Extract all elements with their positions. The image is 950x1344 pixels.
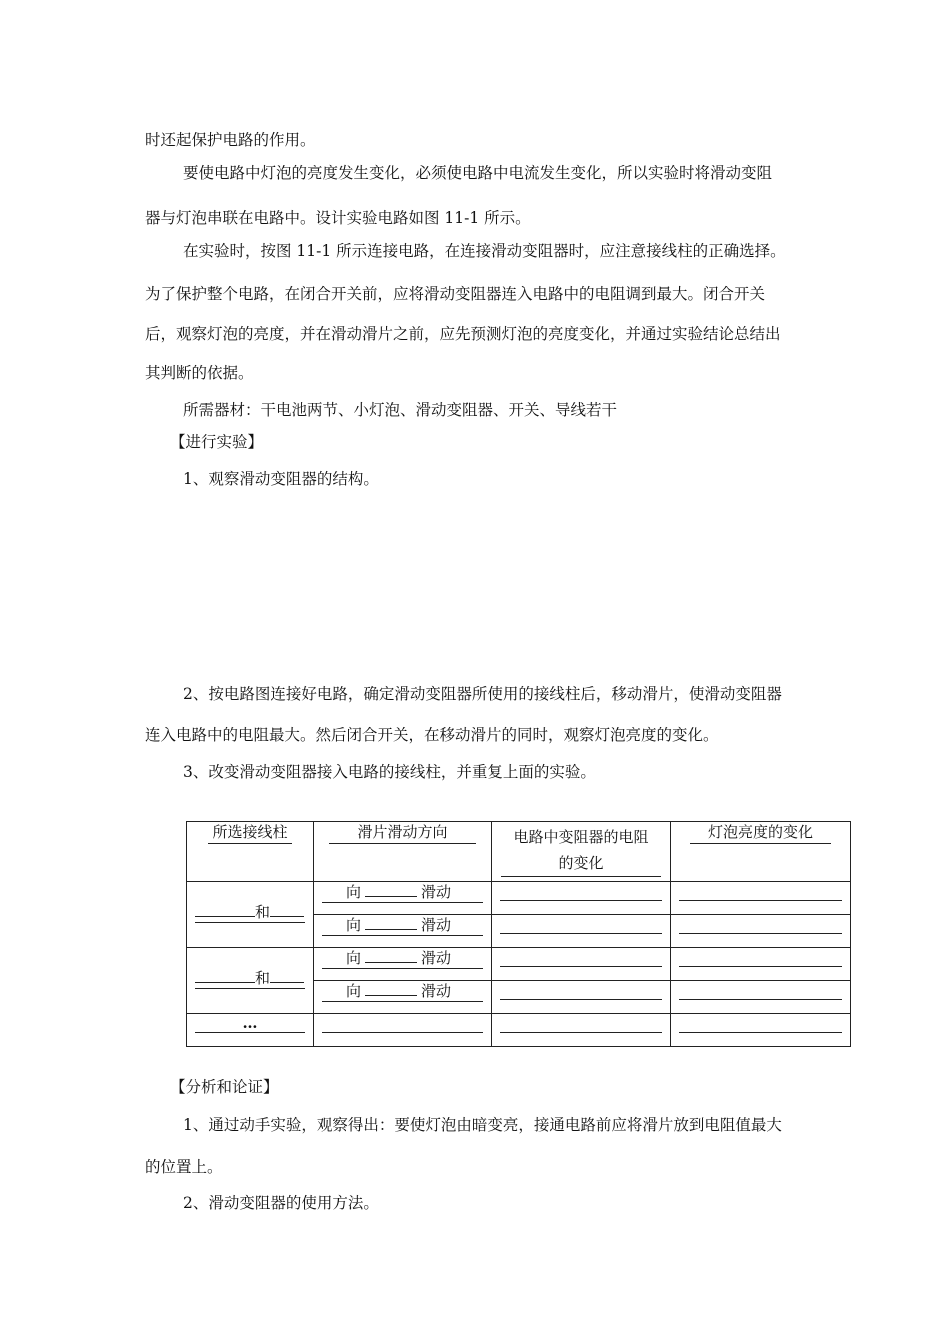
brightness-change-cell bbox=[671, 948, 851, 981]
paragraph-line: 其判断的依据。 bbox=[145, 364, 254, 382]
step-3: 3、改变滑动变阻器接入电路的接线柱，并重复上面的实验。 bbox=[183, 763, 596, 781]
paragraph-line: 要使电路中灯泡的亮度发生变化，必须使电路中电流发生变化，所以实验时将滑动变阻 bbox=[183, 164, 773, 182]
step-1: 1、观察滑动变阻器的结构。 bbox=[183, 470, 379, 488]
terminal-pair-blank bbox=[195, 968, 305, 989]
header-cell-direction bbox=[314, 822, 492, 882]
table-row bbox=[187, 1014, 851, 1047]
header-cell-brightness bbox=[671, 822, 851, 882]
paragraph-line: 后，观察灯泡的亮度，并在滑动滑片之前，应先预测灯泡的亮度变化，并通过实验结论总结出 bbox=[145, 325, 781, 343]
header-cell-resistance bbox=[492, 822, 671, 882]
resistance-change-cell bbox=[492, 882, 671, 915]
equipment-line: 所需器材：干电池两节、小灯泡、滑动变阻器、开关、导线若干 bbox=[183, 401, 618, 419]
paragraph-line: 器与灯泡串联在电路中。设计实验电路如图 11-1 所示。 bbox=[145, 209, 531, 227]
and-word: 和 bbox=[255, 903, 271, 921]
brightness-change-cell bbox=[671, 882, 851, 915]
analysis-1-line-2: 的位置上。 bbox=[145, 1158, 223, 1176]
resistance-change-cell bbox=[492, 915, 671, 948]
direction-blank: 向 滑动 bbox=[322, 915, 483, 936]
step-2-line-2: 连入电路中的电阻最大。然后闭合开关，在移动滑片的同时，观察灯泡亮度的变化。 bbox=[145, 726, 719, 744]
direction-blank: 向 滑动 bbox=[322, 882, 483, 903]
header-cell-terminals bbox=[187, 822, 314, 882]
direction-cell bbox=[314, 1014, 492, 1047]
step-2-line-1: 2、按电路图连接好电路，确定滑动变阻器所使用的接线柱后，移动滑片，使滑动变阻器 bbox=[183, 685, 782, 703]
table-header-row bbox=[187, 822, 851, 882]
ellipsis-cell bbox=[187, 1014, 314, 1047]
header-label-wrap bbox=[501, 824, 661, 877]
resistance-change-cell bbox=[492, 948, 671, 981]
terminal-pair-blank bbox=[195, 902, 305, 923]
brightness-change-cell bbox=[671, 915, 851, 948]
header-label-line1: 电路中变阻器的电阻 bbox=[513, 828, 649, 846]
brightness-change-cell bbox=[671, 1014, 851, 1047]
paragraph-line: 在实验时，按图 11-1 所示连接电路，在连接滑动变阻器时，应注意接线柱的正确选择。 bbox=[183, 242, 786, 260]
analysis-1-line-1: 1、通过动手实验，观察得出：要使灯泡由暗变亮，接通电路前应将滑片放到电阻值最大 bbox=[183, 1116, 782, 1134]
header-label-line2: 的变化 bbox=[501, 850, 661, 877]
direction-cell bbox=[314, 948, 492, 981]
table-row bbox=[187, 948, 851, 981]
section-heading-experiment: 【进行实验】 bbox=[170, 433, 264, 451]
header-label: 灯泡亮度的变化 bbox=[690, 822, 831, 844]
resistance-change-cell bbox=[492, 981, 671, 1014]
direction-blank: 向 滑动 bbox=[322, 948, 483, 969]
direction-blank: 向 滑动 bbox=[322, 981, 483, 1002]
table-row bbox=[187, 882, 851, 915]
direction-cell bbox=[314, 882, 492, 915]
terminal-pair-cell bbox=[187, 948, 314, 1014]
section-heading-analysis: 【分析和论证】 bbox=[170, 1078, 279, 1096]
resistance-change-cell bbox=[492, 1014, 671, 1047]
direction-cell bbox=[314, 915, 492, 948]
experiment-table bbox=[186, 821, 851, 1047]
direction-cell bbox=[314, 981, 492, 1014]
header-label: 滑片滑动方向 bbox=[329, 822, 475, 844]
brightness-change-cell bbox=[671, 981, 851, 1014]
and-word: 和 bbox=[255, 969, 271, 987]
paragraph-line: 时还起保护电路的作用。 bbox=[145, 131, 316, 149]
paragraph-line: 为了保护整个电路，在闭合开关前，应将滑动变阻器连入电路中的电阻调到最大。闭合开关 bbox=[145, 285, 766, 303]
analysis-2: 2、滑动变阻器的使用方法。 bbox=[183, 1194, 379, 1212]
terminal-pair-cell bbox=[187, 882, 314, 948]
header-label: 所选接线柱 bbox=[208, 822, 291, 844]
ellipsis: … bbox=[195, 1014, 305, 1033]
